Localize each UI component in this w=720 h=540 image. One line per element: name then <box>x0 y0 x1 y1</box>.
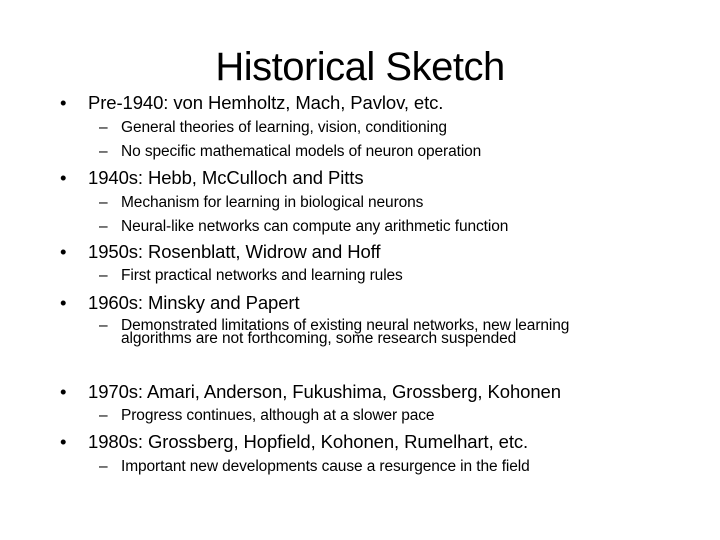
sub-bullet-text: Mechanism for learning in biological neurons <box>121 194 424 211</box>
bullet-1970s <box>60 381 561 403</box>
bullet-text: 1950s: Rosenblatt, Widrow and Hoff <box>88 241 381 262</box>
sub-bullet <box>99 142 481 162</box>
dash-marker: – <box>99 218 108 235</box>
sub-bullet-text: First practical networks and learning rules <box>121 267 403 284</box>
bullet-marker: • <box>60 241 67 262</box>
bullet-text: Pre-1940: von Hemholtz, Mach, Pavlov, etc. <box>88 92 444 113</box>
bullet-marker: • <box>60 167 67 188</box>
sub-bullet <box>99 118 447 138</box>
sub-bullet <box>99 406 434 426</box>
bullet-1980s <box>60 431 528 453</box>
bullet-text: 1980s: Grossberg, Hopfield, Kohonen, Rumelhart, etc. <box>88 431 529 452</box>
dash-marker: – <box>99 458 108 475</box>
dash-marker: – <box>99 317 108 334</box>
sub-bullet-text: General theories of learning, vision, conditioning <box>121 119 447 136</box>
sub-bullet <box>99 217 508 237</box>
dash-marker: – <box>99 119 108 136</box>
bullet-1960s <box>60 292 300 314</box>
bullet-1940s <box>60 167 363 189</box>
bullet-text: 1970s: Amari, Anderson, Fukushima, Grossberg, Kohonen <box>88 381 561 402</box>
sub-bullet <box>99 266 403 286</box>
dash-marker: – <box>99 267 108 284</box>
sub-bullet-text: Neural-like networks can compute any arithmetic function <box>121 218 509 235</box>
bullet-marker: • <box>60 92 67 113</box>
sub-bullet-text: Demonstrated limitations of existing neural networks, new learning algorithms are not forthcoming, some research suspended <box>121 317 570 347</box>
sub-bullet <box>99 193 423 213</box>
dash-marker: – <box>99 194 108 211</box>
bullet-marker: • <box>60 381 67 402</box>
sub-bullet <box>99 319 619 345</box>
bullet-1950s <box>60 241 380 263</box>
bullet-text: 1940s: Hebb, McCulloch and Pitts <box>88 167 364 188</box>
bullet-marker: • <box>60 292 67 313</box>
slide-title: Historical Sketch <box>215 45 505 89</box>
sub-bullet <box>99 457 530 477</box>
bullet-pre-1940 <box>60 92 443 114</box>
bullet-text: 1960s: Minsky and Papert <box>88 292 300 313</box>
sub-bullet-text: No specific mathematical models of neuron operation <box>121 143 482 160</box>
dash-marker: – <box>99 407 108 424</box>
sub-bullet-text: Important new developments cause a resurgence in the field <box>121 458 530 475</box>
bullet-marker: • <box>60 431 67 452</box>
sub-bullet-text: Progress continues, although at a slower pace <box>121 407 435 424</box>
dash-marker: – <box>99 143 108 160</box>
